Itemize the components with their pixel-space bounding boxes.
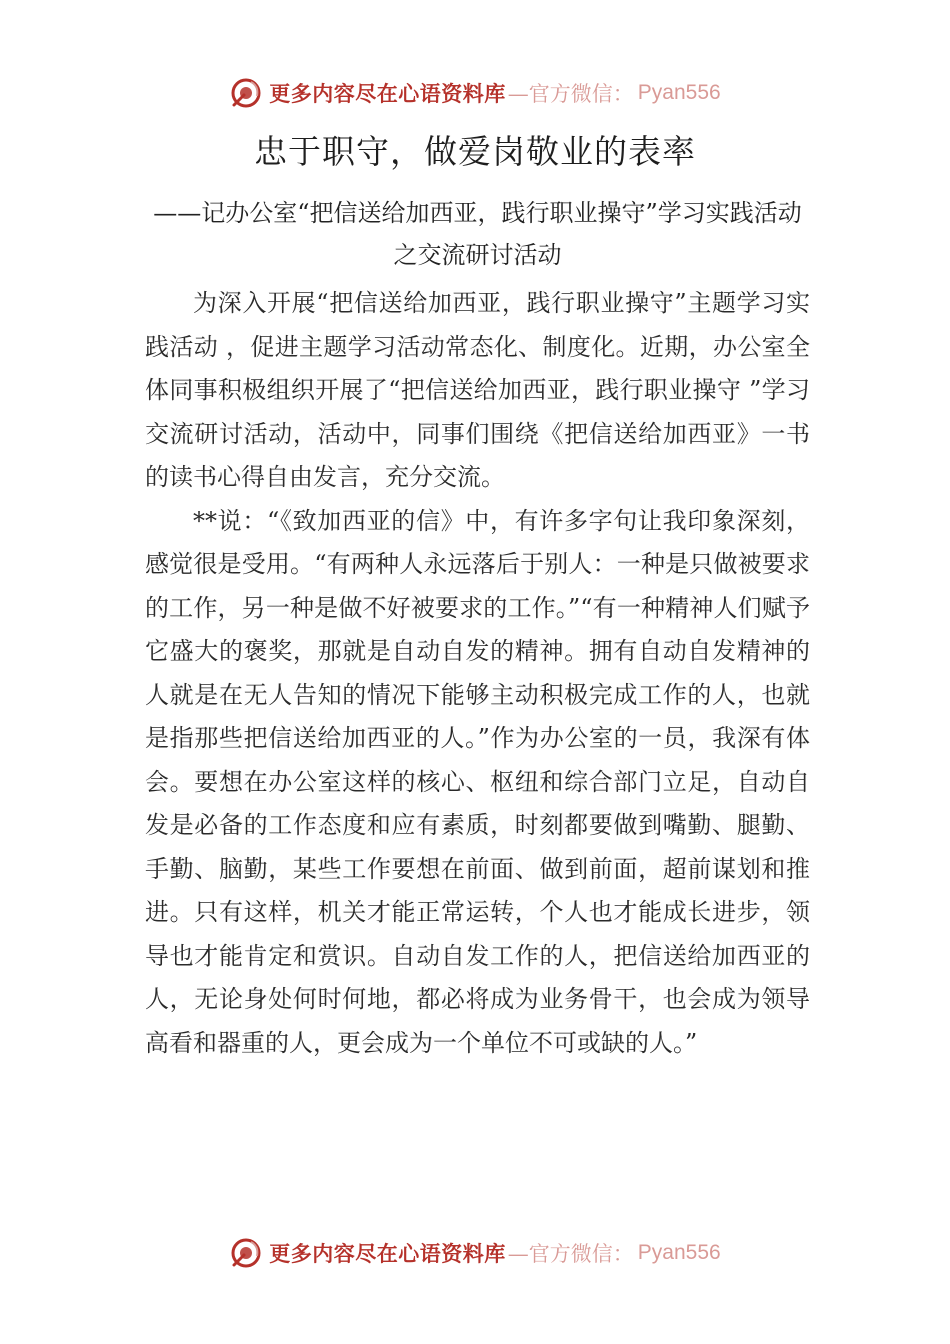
banner-brand-text: 更多内容尽在心语资料库 [269,1241,506,1266]
banner-wechat-id: Pyan556 [637,81,721,104]
document-subtitle: ——记办公室“把信送给加西亚，践行职业操守”学习实践活动之交流研讨活动 [153,199,802,269]
banner-contact-label: —官方微信： [507,82,634,106]
footer-watermark-banner [0,1233,950,1273]
body-paragraph: **说：“《致加西亚的信》中，有许多字句让我印象深刻，感觉很是受用。“有两种人永远落后于别人：一种是只做被要求的工作，另一种是做不好被要求的工作。”“有一种精神人们赋予它盛大的褒奖，那就是自动自发的精神。拥有自动自发精神的人就是在无人告知的情况下能够主动积极完成工作的人，也就是指那些把信送给加西亚的人。”作为办公室的一员，我深有体会。要想在办公室这样的核心、枢纽和综合部门立足，自动自发是必备的工作态度和应有素质，时刻都要做到嘴勤、腿勤、手勤、脑勤，某些工作要想在前面、做到前面，超前谋划和推进。只有这样，机关才能正常运转，个人也才能成长进步，领导也才能肯定和赏识。自动自发工作的人，把信送给加西亚的人，无论身处何时何地，都必将成为业务骨干，也会成为领导高看和器重的人，更会成为一个单位不可或缺的人。” [145,506,810,1057]
brand-logo-icon [229,76,263,110]
banner-contact-label: —官方微信： [507,1242,634,1266]
banner-brand-text: 更多内容尽在心语资料库 [269,81,506,106]
document-body [145,282,810,1065]
brand-logo-icon [229,1236,263,1270]
document-title: 忠于职守，做爱岗敬业的表率 [254,132,696,171]
banner-wechat-id: Pyan556 [637,1241,721,1264]
body-paragraph: 为深入开展“把信送给加西亚，践行职业操守”主题学习实践活动 ，促进主题学习活动常态化、制度化。近期，办公室全体同事积极组织开展了“把信送给加西亚，践行职业操守 ”学习交流研讨活动，活动中，同事们围绕《把信送给加西亚》一书的读书心得自由发言，充分交流。 [145,289,810,491]
header-watermark-banner [0,73,950,113]
